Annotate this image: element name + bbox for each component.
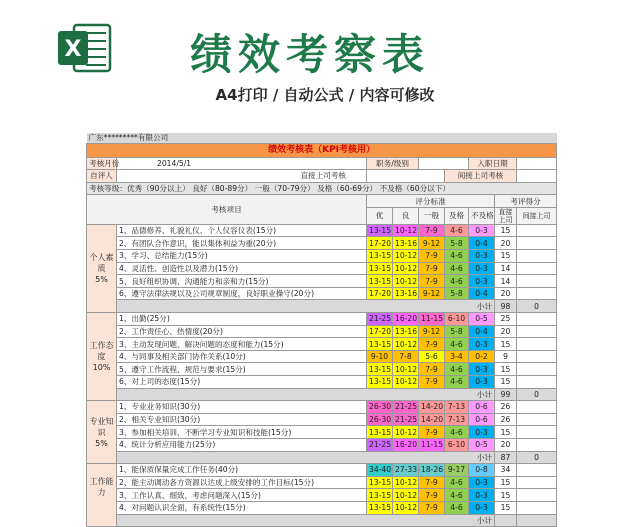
direct-score[interactable]: 9 <box>495 350 517 363</box>
month-value[interactable]: 2014/5/1 <box>117 157 367 170</box>
level-range[interactable]: 7-9 <box>419 376 445 389</box>
level-range[interactable]: 21-25 <box>393 401 419 414</box>
category-weight: 5% <box>95 438 108 448</box>
level-range[interactable]: 10-12 <box>393 376 419 389</box>
hire-value[interactable] <box>517 157 557 170</box>
level-range[interactable]: 7-9 <box>419 262 445 275</box>
level-range[interactable]: 26-30 <box>367 401 393 414</box>
level-range[interactable]: 34-40 <box>367 464 393 477</box>
header-direct: 直接上司 <box>495 207 517 224</box>
level-range[interactable]: 5-8 <box>445 237 469 250</box>
level-range[interactable]: 0-6 <box>469 401 495 414</box>
level-range[interactable]: 13-16 <box>393 287 419 300</box>
company-name: 广东*********有限公司 <box>87 133 557 143</box>
table-row <box>87 350 557 363</box>
table-row <box>87 401 557 414</box>
level-range[interactable]: 10-12 <box>393 426 419 439</box>
grade-legend: 考核等级：优秀（90分以上） 良好（80-89分） 一般（70-79分） 及格（60-69分） 不及格（60分以下） <box>87 182 557 195</box>
subtotal-label: 小计 <box>117 388 495 401</box>
level-range[interactable]: 13-15 <box>367 262 393 275</box>
level-range[interactable]: 7-9 <box>419 426 445 439</box>
level-range[interactable]: 0-3 <box>469 250 495 263</box>
level-range[interactable]: 4-6 <box>445 476 469 489</box>
subtotal-row <box>87 451 557 464</box>
level-range[interactable]: 0-3 <box>469 224 495 237</box>
subtotal-direct: 87 <box>495 451 517 464</box>
level-range[interactable]: 5-8 <box>445 325 469 338</box>
direct-score[interactable]: 15 <box>495 224 517 237</box>
indirect-score[interactable] <box>517 413 557 426</box>
banner <box>0 0 640 118</box>
spreadsheet <box>86 133 556 525</box>
direct-score[interactable]: 15 <box>495 338 517 351</box>
position-label[interactable]: 职务/级别 <box>367 157 419 170</box>
table-row <box>87 275 557 288</box>
subtotal-direct: 98 <box>495 300 517 313</box>
page-title: 绩效考察表 <box>190 30 431 79</box>
level-range[interactable]: 7-9 <box>419 224 445 237</box>
table-row <box>87 338 557 351</box>
indirect-label[interactable]: 间接上司考核 <box>445 170 517 183</box>
table-row <box>87 237 557 250</box>
level-range[interactable]: 16-20 <box>393 313 419 326</box>
category-cell <box>87 401 117 464</box>
direct-score[interactable]: 20 <box>495 287 517 300</box>
level-range[interactable]: 0-3 <box>469 338 495 351</box>
level-range[interactable]: 4-6 <box>445 338 469 351</box>
category-name: 专业知识 <box>89 416 114 437</box>
level-range[interactable]: 0-3 <box>469 426 495 439</box>
position-value[interactable] <box>419 157 469 170</box>
level-range[interactable]: 13-15 <box>367 338 393 351</box>
indirect-score[interactable] <box>517 325 557 338</box>
item-text[interactable]: 6、对上司的态度(15分) <box>117 376 367 389</box>
level-range[interactable]: 7-9 <box>419 476 445 489</box>
item-text[interactable]: 3、工作认真、细致，考虑问题深入(15分) <box>117 489 367 502</box>
indirect-score[interactable] <box>517 287 557 300</box>
item-text[interactable]: 2、工作责任心、热情度(20分) <box>117 325 367 338</box>
direct-score[interactable]: 20 <box>495 438 517 451</box>
level-range[interactable]: 10-12 <box>393 363 419 376</box>
level-range[interactable]: 0-5 <box>469 438 495 451</box>
category-name: 个人素质 <box>89 252 114 273</box>
level-range[interactable]: 16-20 <box>393 438 419 451</box>
indirect-score[interactable] <box>517 476 557 489</box>
level-range[interactable]: 10-12 <box>393 338 419 351</box>
level-range[interactable]: 13-15 <box>367 476 393 489</box>
level-range[interactable]: 4-6 <box>445 376 469 389</box>
header-item: 考核项目 <box>87 195 367 225</box>
level-range[interactable]: 13-15 <box>367 250 393 263</box>
item-text[interactable]: 1、能保质保量完成工作任务(40分) <box>117 464 367 477</box>
table-row <box>87 413 557 426</box>
category-name: 工作能力 <box>89 477 114 498</box>
header-level: 一般 <box>419 207 445 224</box>
level-range[interactable]: 7-13 <box>445 401 469 414</box>
level-range[interactable]: 0-8 <box>469 464 495 477</box>
table-title: 绩效考核表（KPI考核用） <box>87 143 557 157</box>
direct-score[interactable]: 15 <box>495 250 517 263</box>
level-range[interactable]: 10-12 <box>393 275 419 288</box>
category-cell <box>87 313 117 401</box>
indirect-score[interactable] <box>517 350 557 363</box>
level-range[interactable]: 0-3 <box>469 275 495 288</box>
category-cell <box>87 224 117 312</box>
level-range[interactable]: 10-12 <box>393 224 419 237</box>
header-level: 不及格 <box>469 207 495 224</box>
level-range[interactable]: 26-30 <box>367 413 393 426</box>
table-row <box>87 426 557 439</box>
subtotal-indirect: 0 <box>517 451 557 464</box>
direct-score[interactable]: 20 <box>495 325 517 338</box>
table-row <box>87 313 557 326</box>
level-range[interactable]: 27-33 <box>393 464 419 477</box>
direct-score[interactable]: 15 <box>495 501 517 514</box>
direct-score[interactable]: 26 <box>495 401 517 414</box>
level-range[interactable]: 3-4 <box>445 350 469 363</box>
direct-score[interactable]: 26 <box>495 413 517 426</box>
item-text[interactable]: 1、品德修养、礼貌礼仪、个人仪容仪表(15分) <box>117 224 367 237</box>
header-score: 考评得分 <box>495 195 557 208</box>
level-range[interactable]: 0-3 <box>469 262 495 275</box>
item-text[interactable]: 4、对问题认识全面，有系统性(15分) <box>117 501 367 514</box>
item-text[interactable]: 2、能主动调动各方资源以达成上级安排的工作目标(15分) <box>117 476 367 489</box>
level-range[interactable]: 4-6 <box>445 501 469 514</box>
subtotal-indirect <box>517 514 557 527</box>
level-range[interactable]: 7-8 <box>393 350 419 363</box>
level-range[interactable]: 0-3 <box>469 501 495 514</box>
subtotal-direct: 99 <box>495 388 517 401</box>
level-range[interactable]: 6-10 <box>445 313 469 326</box>
indirect-score[interactable] <box>517 401 557 414</box>
level-range[interactable]: 13-15 <box>367 224 393 237</box>
item-text[interactable]: 2、有团队合作意识，能以集体利益为重(20分) <box>117 237 367 250</box>
level-range[interactable]: 0-4 <box>469 325 495 338</box>
kpi-table <box>86 133 557 527</box>
indirect-score[interactable] <box>517 237 557 250</box>
level-range[interactable]: 0-3 <box>469 363 495 376</box>
excel-icon <box>56 19 114 77</box>
item-text[interactable]: 3、参加相关培训，不断学习专业知识和技能(15分) <box>117 426 367 439</box>
level-range[interactable]: 21-25 <box>393 413 419 426</box>
level-range[interactable]: 13-15 <box>367 426 393 439</box>
subtotal-label: 小计 <box>117 451 495 464</box>
level-range[interactable]: 13-15 <box>367 489 393 502</box>
level-range[interactable]: 5-8 <box>445 287 469 300</box>
level-range[interactable]: 0-5 <box>469 313 495 326</box>
level-range[interactable]: 11-15 <box>419 313 445 326</box>
direct-score[interactable]: 15 <box>495 376 517 389</box>
level-range[interactable]: 9-12 <box>419 325 445 338</box>
level-range[interactable]: 4-6 <box>445 262 469 275</box>
subtotal-row <box>87 514 557 527</box>
header-standard: 评分标准 <box>367 195 495 208</box>
item-text[interactable]: 5、遵守工作流程、规范与要求(15分) <box>117 363 367 376</box>
level-range[interactable]: 9-12 <box>419 237 445 250</box>
month-label[interactable]: 考核月份 <box>87 157 117 170</box>
level-range[interactable]: 9-10 <box>367 350 393 363</box>
level-range[interactable]: 4-6 <box>445 250 469 263</box>
item-text[interactable]: 1、出勤(25分) <box>117 313 367 326</box>
header-level: 良 <box>393 207 419 224</box>
direct-score[interactable]: 15 <box>495 489 517 502</box>
header-level: 优 <box>367 207 393 224</box>
category-weight: 10% <box>92 363 111 373</box>
level-range[interactable]: 17-20 <box>367 237 393 250</box>
table-row <box>87 376 557 389</box>
logo-letter: X <box>64 37 82 62</box>
subtotal-direct <box>495 514 517 527</box>
level-range[interactable]: 9-12 <box>419 287 445 300</box>
direct-score[interactable]: 15 <box>495 476 517 489</box>
table-row <box>87 224 557 237</box>
level-range[interactable]: 4-6 <box>445 275 469 288</box>
level-range[interactable]: 17-20 <box>367 325 393 338</box>
level-range[interactable]: 13-15 <box>367 376 393 389</box>
item-text[interactable]: 4、灵活性、创造性以及潜力(15分) <box>117 262 367 275</box>
level-range[interactable]: 0-3 <box>469 476 495 489</box>
table-row <box>87 325 557 338</box>
level-range[interactable]: 21-25 <box>367 313 393 326</box>
direct-score[interactable]: 20 <box>495 237 517 250</box>
indirect-score[interactable] <box>517 464 557 477</box>
level-range[interactable]: 10-12 <box>393 476 419 489</box>
header-level: 及格 <box>445 207 469 224</box>
item-text[interactable]: 1、专业业务知识(30分) <box>117 401 367 414</box>
table-row <box>87 476 557 489</box>
level-range[interactable]: 18-26 <box>419 464 445 477</box>
supervisor-label[interactable]: 直接上司考核 <box>117 170 367 183</box>
category-name: 工作态度 <box>89 341 114 362</box>
subtotal-indirect: 0 <box>517 300 557 313</box>
direct-score[interactable]: 14 <box>495 275 517 288</box>
indirect-score[interactable] <box>517 426 557 439</box>
level-range[interactable]: 14-20 <box>419 401 445 414</box>
level-range[interactable]: 14-20 <box>419 413 445 426</box>
subtotal-indirect: 0 <box>517 388 557 401</box>
item-text[interactable]: 3、主动发现问题、解决问题的态度和能力(15分) <box>117 338 367 351</box>
level-range[interactable]: 0-4 <box>469 237 495 250</box>
level-range[interactable]: 7-9 <box>419 275 445 288</box>
indirect-score[interactable] <box>517 489 557 502</box>
direct-score[interactable]: 15 <box>495 363 517 376</box>
item-text[interactable]: 4、与同事及相关部门协作关系(10分) <box>117 350 367 363</box>
page-subtitle: A4打印 / 自动公式 / 内容可修改 <box>215 86 435 104</box>
item-text[interactable]: 6、遵守法律法规以及公司规章制度，良好职业操守(20分) <box>117 287 367 300</box>
direct-score[interactable]: 14 <box>495 262 517 275</box>
level-range[interactable]: 13-16 <box>393 325 419 338</box>
category-cell <box>87 464 117 527</box>
table-row <box>87 262 557 275</box>
level-range[interactable]: 13-15 <box>367 275 393 288</box>
supervisor-value[interactable] <box>367 170 445 183</box>
direct-score[interactable]: 25 <box>495 313 517 326</box>
level-range[interactable]: 10-12 <box>393 501 419 514</box>
table-row <box>87 363 557 376</box>
level-range[interactable]: 5-6 <box>419 350 445 363</box>
subtotal-row <box>87 388 557 401</box>
subtotal-label: 小计 <box>117 514 495 527</box>
table-row <box>87 489 557 502</box>
indirect-score[interactable] <box>517 250 557 263</box>
level-range[interactable]: 21-25 <box>367 438 393 451</box>
indirect-score[interactable] <box>517 501 557 514</box>
table-row <box>87 250 557 263</box>
level-range[interactable]: 10-12 <box>393 489 419 502</box>
indirect-score[interactable] <box>517 313 557 326</box>
table-row <box>87 287 557 300</box>
level-range[interactable]: 0-2 <box>469 350 495 363</box>
item-text[interactable]: 5、良好组织协调、沟通能力和亲和力(15分) <box>117 275 367 288</box>
level-range[interactable]: 7-9 <box>419 489 445 502</box>
level-range[interactable]: 10-12 <box>393 262 419 275</box>
item-text[interactable]: 4、统计分析应用能力(25分) <box>117 438 367 451</box>
level-range[interactable]: 4-6 <box>445 363 469 376</box>
level-range[interactable]: 17-20 <box>367 287 393 300</box>
level-range[interactable]: 13-16 <box>393 237 419 250</box>
level-range[interactable]: 4-6 <box>445 489 469 502</box>
self-label[interactable]: 自评人 <box>87 170 117 183</box>
level-range[interactable]: 4-6 <box>445 224 469 237</box>
level-range[interactable]: 7-9 <box>419 501 445 514</box>
item-text[interactable]: 3、学习、总结能力(15分) <box>117 250 367 263</box>
item-text[interactable]: 2、相关专业知识(30分) <box>117 413 367 426</box>
indirect-score[interactable] <box>517 376 557 389</box>
level-range[interactable]: 13-15 <box>367 363 393 376</box>
level-range[interactable]: 7-9 <box>419 250 445 263</box>
level-range[interactable]: 9-17 <box>445 464 469 477</box>
level-range[interactable]: 13-15 <box>367 501 393 514</box>
level-range[interactable]: 0-3 <box>469 489 495 502</box>
level-range[interactable]: 0-3 <box>469 376 495 389</box>
indirect-score[interactable] <box>517 224 557 237</box>
indirect-score[interactable] <box>517 363 557 376</box>
indirect-score[interactable] <box>517 262 557 275</box>
level-range[interactable]: 7-9 <box>419 363 445 376</box>
level-range[interactable]: 0-6 <box>469 413 495 426</box>
level-range[interactable]: 10-12 <box>393 250 419 263</box>
level-range[interactable]: 7-9 <box>419 338 445 351</box>
level-range[interactable]: 0-4 <box>469 287 495 300</box>
level-range[interactable]: 6-10 <box>445 438 469 451</box>
indirect-value[interactable] <box>517 170 557 183</box>
category-weight: 5% <box>95 274 108 284</box>
subtotal-label: 小计 <box>117 300 495 313</box>
indirect-score[interactable] <box>517 438 557 451</box>
level-range[interactable]: 11-15 <box>419 438 445 451</box>
header-indirect: 间接上司 <box>517 207 557 224</box>
table-row <box>87 501 557 514</box>
table-row <box>87 464 557 477</box>
indirect-score[interactable] <box>517 275 557 288</box>
direct-score[interactable]: 15 <box>495 426 517 439</box>
indirect-score[interactable] <box>517 338 557 351</box>
level-range[interactable]: 4-6 <box>445 426 469 439</box>
hire-label[interactable]: 入职日期 <box>469 157 517 170</box>
direct-score[interactable]: 34 <box>495 464 517 477</box>
subtotal-row <box>87 300 557 313</box>
level-range[interactable]: 7-13 <box>445 413 469 426</box>
table-row <box>87 438 557 451</box>
